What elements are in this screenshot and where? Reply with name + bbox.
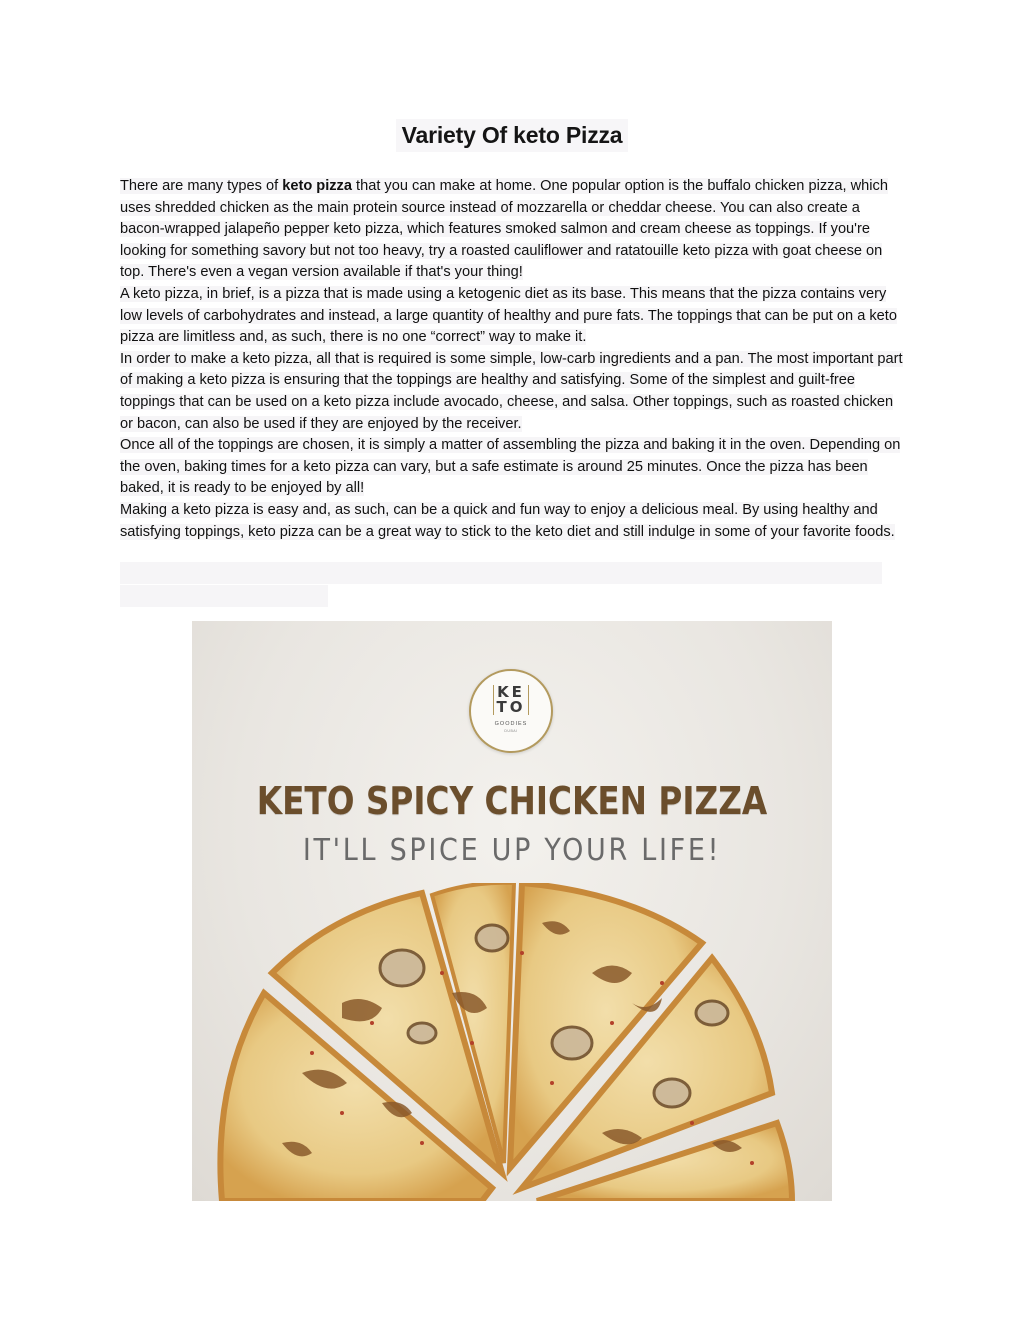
blank-line-2 xyxy=(120,585,328,607)
paragraph-4-text: Once all of the toppings are chosen, it is simply a matter of assembling the pizza and baking it in the oven. Depending on the oven, baking times for a keto pizza can vary, but a safe estimate is around 25 minutes. Once the pizza has been baked, it is ready to be enjoyed by all! xyxy=(120,437,901,497)
logo-subtitle: GOODIES xyxy=(494,721,528,727)
logo-line-2: TO xyxy=(493,700,529,715)
paragraph-5 xyxy=(120,500,905,543)
logo-mark xyxy=(493,685,529,717)
paragraph-5-text: Making a keto pizza is easy and, as such, can be a quick and fun way to enjoy a delicious meal. By using healthy and satisfying toppings, keto pizza can be a great way to stick to the keto diet and still indulge in some of your favorite foods. xyxy=(120,501,895,540)
paragraph-2 xyxy=(120,284,905,349)
paragraph-3-text: In order to make a keto pizza, all that is required is some simple, low-carb ingredients and a pan. The most important part of making a keto pizza is ensuring that the toppings are healthy and satisfying. Some of the simplest and guilt-free toppings that can be used on a keto pizza include avocado, cheese, and salsa. Other toppings, such as roasted chicken or bacon, can also be used if they are enjoyed by the receiver. xyxy=(120,350,903,432)
promo-headline: KETO SPICY CHICKEN PIZZA xyxy=(256,779,768,823)
promo-image xyxy=(192,621,832,1201)
title-wrap xyxy=(0,119,1024,152)
keto-pizza-bold: keto pizza xyxy=(282,178,352,194)
paragraph-1-post: that you can make at home. One popular option is the buffalo chicken pizza, which uses shredded chicken as the main protein source instead of mozzarella or cheddar cheese. You can also create a bacon-wrapped jalapeño pepper keto pizza, which features smoked salmon and cream cheese as toppings. If you're looking for something savory but not too heavy, try a roasted cauliflower and ratatouille keto pizza with goat cheese on top. There's even a vegan version available if that's your thing! xyxy=(120,178,888,281)
logo-line-1: KE xyxy=(493,685,529,700)
page-title: Variety Of keto Pizza xyxy=(396,119,629,152)
pizza-illustration xyxy=(192,883,832,1201)
article-body xyxy=(120,176,905,543)
keto-goodies-logo xyxy=(469,669,553,753)
paragraph-4 xyxy=(120,435,905,500)
logo-location: DUBAI xyxy=(504,729,518,733)
paragraph-3 xyxy=(120,349,905,435)
promo-tagline: IT'LL SPICE UP YOUR LIFE! xyxy=(302,833,722,868)
blank-line-1 xyxy=(120,562,882,584)
paragraph-1-pre: There are many types of xyxy=(120,178,283,194)
paragraph-1 xyxy=(120,176,905,284)
paragraph-2-text: A keto pizza, in brief, is a pizza that is made using a ketogenic diet as its base. This means that the pizza contains very low levels of carbohydrates and instead, a large quantity of healthy and pure fats. The toppings that can be put on a keto pizza are limitless and, as such, there is no one “correct” way to make it. xyxy=(120,285,897,346)
